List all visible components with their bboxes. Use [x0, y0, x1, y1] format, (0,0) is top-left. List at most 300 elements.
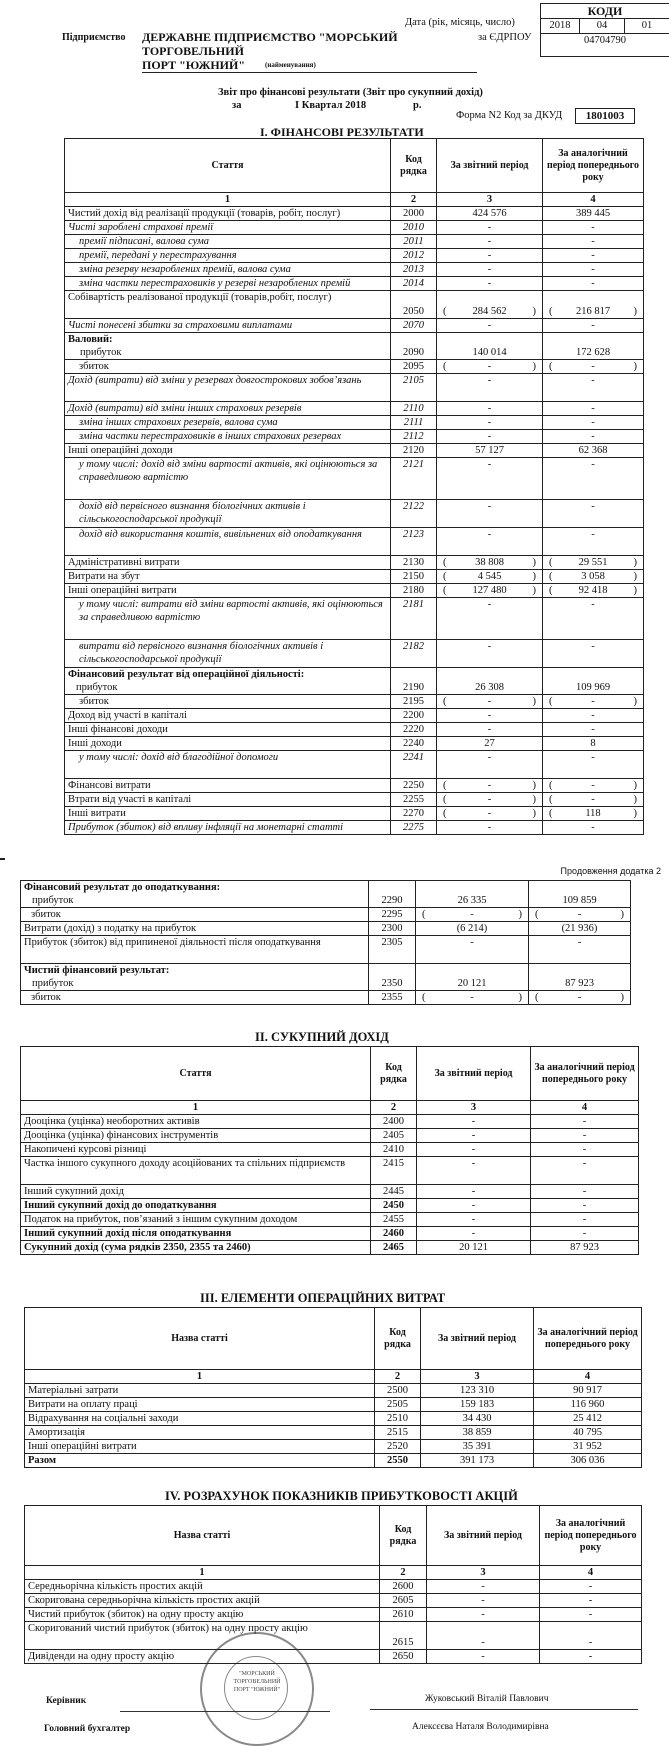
table-row — [65, 277, 644, 291]
row-code: 2122 — [391, 500, 437, 528]
table-row — [65, 235, 644, 249]
row-code: 2013 — [391, 263, 437, 277]
row-value: ( - ) — [437, 807, 543, 821]
enterprise-label: Підприємство — [62, 32, 126, 43]
row-value: ( 38 808 ) — [437, 556, 543, 570]
row-value: - — [529, 936, 631, 964]
row-label: Дохід (витрати) від зміни у резервах довгострокових зобов’язань — [65, 374, 391, 402]
row-value: - — [543, 430, 644, 444]
row-code: 2190 — [391, 668, 437, 695]
row-label: Амортизація — [25, 1426, 375, 1440]
table-row — [21, 922, 631, 936]
row-value: ( - ) — [543, 360, 644, 374]
row-value: 140 014 — [437, 333, 543, 360]
row-value: - — [437, 430, 543, 444]
table-row — [65, 584, 644, 598]
page-mark — [0, 858, 5, 860]
row-label: Втрати від участі в капіталі — [65, 793, 391, 807]
row-value: - — [543, 821, 644, 835]
dkud-code: 1801003 — [575, 108, 635, 124]
row-label: Фінансовий результат від операційної діяльності: прибуток — [65, 668, 391, 695]
row-label: 4 — [543, 193, 644, 207]
row-code: 2241 — [391, 751, 437, 779]
table-row — [65, 444, 644, 458]
row-label: 3 — [421, 1370, 534, 1384]
row-value: - — [531, 1199, 639, 1213]
row-code: 2550 — [375, 1454, 421, 1468]
row-label: у тому числі: дохід від благодійної допомоги — [65, 751, 391, 779]
table-row — [65, 737, 644, 751]
row-label: премії, передані у перестрахування — [65, 249, 391, 263]
table-row — [21, 1199, 639, 1213]
table-row — [65, 779, 644, 793]
row-value: ( - ) — [416, 991, 529, 1005]
date-year: 2018 — [541, 19, 580, 33]
row-label: Стаття — [21, 1047, 371, 1101]
row-value: 20 121 — [416, 964, 529, 991]
period-suffix: р. — [413, 100, 422, 111]
row-label: Накопичені курсові різниці — [21, 1143, 371, 1157]
row-label: Разом — [25, 1454, 375, 1468]
row-value: 87 923 — [531, 1241, 639, 1255]
row-label: премії підписані, валова сума — [65, 235, 391, 249]
table-row — [21, 908, 631, 922]
row-label: Доход від участі в капіталі — [65, 709, 391, 723]
row-label: Витрати (дохід) з податку на прибуток — [21, 922, 369, 936]
section3-title: III. ЕЛЕМЕНТИ ОПЕРАЦІЙНИХ ВИТРАТ — [200, 1291, 446, 1305]
section1-title: I. ФІНАНСОВІ РЕЗУЛЬТАТИ — [260, 125, 424, 139]
row-code: 2615 — [380, 1622, 427, 1650]
row-code: 2290 — [369, 881, 416, 908]
row-code: 2121 — [391, 458, 437, 500]
row-value: - — [437, 751, 543, 779]
row-label: 3 — [437, 193, 543, 207]
row-value: 25 412 — [534, 1412, 642, 1426]
row-label: 1 — [21, 1101, 371, 1115]
row-code: 2605 — [380, 1594, 427, 1608]
row-label: Інші доходи — [65, 737, 391, 751]
row-value: 306 036 — [534, 1454, 642, 1468]
row-code: 2410 — [371, 1143, 417, 1157]
table-row — [21, 1185, 639, 1199]
row-value: ( 3 058 ) — [543, 570, 644, 584]
row-label: Інші витрати — [65, 807, 391, 821]
table-row — [21, 991, 631, 1005]
row-value: - — [540, 1608, 642, 1622]
row-label: Сукупний дохід (сума рядків 2350, 2355 та 2460) — [21, 1241, 371, 1255]
row-label: 2 — [375, 1370, 421, 1384]
period: I Квартал 2018 — [295, 100, 367, 111]
row-value: 62 368 — [543, 444, 644, 458]
row-label: Інші операційні витрати — [65, 584, 391, 598]
row-code: 2445 — [371, 1185, 417, 1199]
row-value: - — [437, 723, 543, 737]
row-code: 2515 — [375, 1426, 421, 1440]
row-label: у тому числі: витрати від зміни вартості активів, які оцінюються за справедливою вартістю — [65, 598, 391, 640]
head-label: Керівник — [46, 1696, 87, 1706]
row-code: 2650 — [380, 1650, 427, 1664]
date-label: Дата (рік, місяць, число) — [405, 17, 515, 28]
table-row — [65, 319, 644, 333]
row-label: 4 — [540, 1566, 642, 1580]
row-label: Дохід (витрати) від зміни інших страхових резервів — [65, 402, 391, 416]
row-value: ( 118 ) — [543, 807, 644, 821]
row-value: 35 391 — [421, 1440, 534, 1454]
table-row — [65, 402, 644, 416]
row-code: 2012 — [391, 249, 437, 263]
table-row — [25, 1594, 642, 1608]
row-value: 8 — [543, 737, 644, 751]
row-code: 2220 — [391, 723, 437, 737]
date-day: 01 — [641, 20, 653, 31]
row-label: Середньорічна кількість простих акцій — [25, 1580, 380, 1594]
row-value: 40 795 — [534, 1426, 642, 1440]
row-code: 2500 — [375, 1384, 421, 1398]
row-code: 2180 — [391, 584, 437, 598]
row-value: - — [437, 640, 543, 668]
row-label: Дооцінка (уцінка) необоротних активів — [21, 1115, 371, 1129]
row-label: Матеріальні затрати — [25, 1384, 375, 1398]
codes-title: КОДИ — [541, 4, 669, 19]
row-value: - — [540, 1650, 642, 1664]
table-row — [65, 221, 644, 235]
table-row — [21, 881, 631, 908]
row-value: 26 308 — [437, 668, 543, 695]
row-label: Інші операційні доходи — [65, 444, 391, 458]
row-value: - — [427, 1608, 540, 1622]
table-row — [25, 1398, 642, 1412]
row-value: - — [531, 1143, 639, 1157]
row-value: - — [531, 1157, 639, 1185]
row-value: 391 173 — [421, 1454, 534, 1468]
table-row — [65, 751, 644, 779]
col-code: Код рядка — [391, 139, 437, 193]
row-value: - — [437, 458, 543, 500]
table-row — [65, 807, 644, 821]
row-code: 2200 — [391, 709, 437, 723]
row-value: - — [437, 263, 543, 277]
head-signature-line — [120, 1711, 330, 1712]
row-code: 2505 — [375, 1398, 421, 1412]
row-value: - — [543, 374, 644, 402]
col-article: Стаття — [65, 139, 391, 193]
row-value: - — [543, 319, 644, 333]
row-value: ( 4 545 ) — [437, 570, 543, 584]
row-value: - — [427, 1650, 540, 1664]
row-label: За звітний період — [421, 1308, 534, 1370]
row-label: Назва статті — [25, 1308, 375, 1370]
table-row — [65, 695, 644, 709]
row-label: 2 — [391, 193, 437, 207]
table-row — [65, 723, 644, 737]
row-code: 2050 — [391, 291, 437, 319]
table-row — [25, 1580, 642, 1594]
col-current: За звітний період — [437, 139, 543, 193]
row-label: 1 — [25, 1370, 375, 1384]
row-value: - — [543, 263, 644, 277]
row-value: - — [437, 221, 543, 235]
operating-expenses-table — [24, 1307, 642, 1468]
table-row — [65, 821, 644, 835]
row-code: 2130 — [391, 556, 437, 570]
row-code: 2112 — [391, 430, 437, 444]
table-row — [21, 1115, 639, 1129]
row-code: 2405 — [371, 1129, 417, 1143]
row-label: у тому числі: дохід від зміни вартості активів, які оцінюються за справедливою вартістю — [65, 458, 391, 500]
table-row — [21, 1227, 639, 1241]
table-row — [65, 598, 644, 640]
table-row — [65, 556, 644, 570]
row-label: Прибуток (збиток) від припиненої діяльності після оподаткування — [21, 936, 369, 964]
table-row — [65, 360, 644, 374]
row-value: - — [417, 1157, 531, 1185]
row-value: ( - ) — [543, 793, 644, 807]
row-value: - — [543, 277, 644, 291]
table-row — [65, 207, 644, 221]
row-label: За аналогічний період попереднього року — [531, 1047, 639, 1101]
row-label: 2 — [371, 1101, 417, 1115]
row-label: Витрати на оплату праці — [25, 1398, 375, 1412]
row-value: (6 214) — [416, 922, 529, 936]
table-row — [25, 1384, 642, 1398]
row-value: - — [437, 709, 543, 723]
row-value: - — [437, 528, 543, 556]
table-row — [65, 570, 644, 584]
row-value: 109 859 — [529, 881, 631, 908]
row-value: 90 917 — [534, 1384, 642, 1398]
row-code: 2095 — [391, 360, 437, 374]
row-value: - — [540, 1580, 642, 1594]
row-code: 2090 — [391, 333, 437, 360]
table-row — [65, 709, 644, 723]
row-label: Дивіденди на одну просту акцію — [25, 1650, 380, 1664]
share-profitability-table — [24, 1505, 642, 1664]
row-code: 2415 — [371, 1157, 417, 1185]
row-code: 2195 — [391, 695, 437, 709]
row-value: - — [531, 1185, 639, 1199]
row-value: 34 430 — [421, 1412, 534, 1426]
row-value: - — [543, 723, 644, 737]
row-label: Чисті зароблені страхові премії — [65, 221, 391, 235]
row-code: 2120 — [391, 444, 437, 458]
row-value: - — [543, 458, 644, 500]
table-row — [65, 263, 644, 277]
row-label: Фінансовий результат до оподаткування: прибуток — [21, 881, 369, 908]
row-code: 2520 — [375, 1440, 421, 1454]
table-row — [21, 1129, 639, 1143]
row-value: - — [437, 249, 543, 263]
table-row — [65, 793, 644, 807]
continuation-table — [20, 880, 631, 1005]
row-label: Витрати на збут — [65, 570, 391, 584]
row-value: 38 859 — [421, 1426, 534, 1440]
row-value: - — [543, 709, 644, 723]
row-value: - — [437, 235, 543, 249]
row-code: 2105 — [391, 374, 437, 402]
row-value: (21 936) — [529, 922, 631, 936]
row-code: 2182 — [391, 640, 437, 668]
row-value: 87 923 — [529, 964, 631, 991]
row-value: - — [417, 1213, 531, 1227]
row-label: Відрахування на соціальні заходи — [25, 1412, 375, 1426]
table-row — [25, 1608, 642, 1622]
row-value: - — [437, 598, 543, 640]
row-value: - — [540, 1622, 642, 1650]
row-value: ( - ) — [416, 908, 529, 922]
row-label: 3 — [427, 1566, 540, 1580]
row-label: Інші фінансові доходи — [65, 723, 391, 737]
table-row — [25, 1454, 642, 1468]
row-label: 1 — [25, 1566, 380, 1580]
row-label: Податок на прибуток, пов’язаний з іншим сукупним доходом — [21, 1213, 371, 1227]
accountant-name: Алексєєва Наталя Володимирівна — [412, 1722, 549, 1732]
row-label: Собівартість реалізованої продукції (товарів,робіт, послуг) — [65, 291, 391, 319]
row-code: 2000 — [391, 207, 437, 221]
row-value: - — [543, 249, 644, 263]
row-value: ( 92 418 ) — [543, 584, 644, 598]
date-month: 04 — [580, 19, 625, 33]
row-code: 2181 — [391, 598, 437, 640]
row-value: ( - ) — [437, 360, 543, 374]
accountant-label: Головний бухгалтер — [44, 1724, 131, 1734]
table-row — [25, 1412, 642, 1426]
row-code: 2255 — [391, 793, 437, 807]
row-value: 172 628 — [543, 333, 644, 360]
row-code: 2070 — [391, 319, 437, 333]
row-label: 4 — [534, 1370, 642, 1384]
row-code: 2240 — [391, 737, 437, 751]
row-value: ( 216 817 ) — [543, 291, 644, 319]
form-label: Форма N2 Код за ДКУД — [456, 110, 563, 121]
row-label: За аналогічний період попереднього року — [534, 1308, 642, 1370]
table-row — [21, 1157, 639, 1185]
row-label: збиток — [21, 908, 369, 922]
row-code: 2300 — [369, 922, 416, 936]
row-label: збиток — [21, 991, 369, 1005]
edrpou-label: за ЄДРПОУ — [478, 32, 532, 43]
row-label: збиток — [65, 360, 391, 374]
row-label: Прибуток (збиток) від впливу інфляції на монетарні статті — [65, 821, 391, 835]
row-value: ( - ) — [543, 779, 644, 793]
table-row — [65, 430, 644, 444]
section2-title: II. СУКУПНИЙ ДОХІД — [255, 1030, 389, 1044]
row-label: Скоригована середньорічна кількість простих акцій — [25, 1594, 380, 1608]
row-value: - — [543, 528, 644, 556]
row-label: 1 — [65, 193, 391, 207]
row-label: Код рядка — [371, 1047, 417, 1101]
row-value: 159 183 — [421, 1398, 534, 1412]
report-title: Звіт про фінансові результати (Звіт про сукупний дохід) — [218, 87, 483, 98]
enterprise-name: ДЕРЖАВНЕ ПІДПРИЄМСТВО "МОРСЬКИЙ ТОРГОВЕЛЬНИЙ ПОРТ "ЮЖНИЙ" — [142, 30, 477, 73]
row-code: 2465 — [371, 1241, 417, 1255]
row-value: ( - ) — [529, 991, 631, 1005]
row-code: 2111 — [391, 416, 437, 430]
table-row — [21, 936, 631, 964]
row-code: 2600 — [380, 1580, 427, 1594]
row-label: Чистий фінансовий результат: прибуток — [21, 964, 369, 991]
table-row — [25, 1622, 642, 1650]
row-value: - — [543, 500, 644, 528]
stamp-text: "МОРСЬКИЙ ТОРГОВЕЛЬНИЙ ПОРТ "ЮЖНИЙ" — [233, 1671, 281, 1693]
row-value: - — [543, 751, 644, 779]
row-label: Чистий дохід від реалізації продукції (товарів, робіт, послуг) — [65, 207, 391, 221]
row-label: Чистий прибуток (збиток) на одну просту акцію — [25, 1608, 380, 1622]
row-label: Валовий: прибуток — [65, 333, 391, 360]
row-value: 57 127 — [437, 444, 543, 458]
row-code: 2110 — [391, 402, 437, 416]
row-label: Назва статті — [25, 1506, 380, 1566]
row-label: Код рядка — [380, 1506, 427, 1566]
table-row — [21, 964, 631, 991]
row-label: дохід від первісного визнання біологічних активів і сільськогосподарської продукції — [65, 500, 391, 528]
row-code: 2355 — [369, 991, 416, 1005]
row-value: 123 310 — [421, 1384, 534, 1398]
row-value: - — [540, 1594, 642, 1608]
row-code: 2014 — [391, 277, 437, 291]
row-label: витрати від первісного визнання біологічних активів і сільськогосподарської продукції — [65, 640, 391, 668]
row-label: Дооцінка (уцінка) фінансових інструментів — [21, 1129, 371, 1143]
row-code: 2275 — [391, 821, 437, 835]
table-row — [65, 500, 644, 528]
row-value: - — [437, 277, 543, 291]
row-code: 2400 — [371, 1115, 417, 1129]
row-value: - — [427, 1580, 540, 1594]
row-value: - — [417, 1115, 531, 1129]
row-label: зміна частки перестраховиків у резерві незароблених премій — [65, 277, 391, 291]
row-value: - — [437, 416, 543, 430]
period-prefix: за — [232, 100, 242, 111]
row-value: - — [543, 640, 644, 668]
row-code: 2295 — [369, 908, 416, 922]
row-label: Інші операційні витрати — [25, 1440, 375, 1454]
row-code: 2510 — [375, 1412, 421, 1426]
edrpou-code: 04704790 — [584, 35, 626, 46]
row-value: - — [437, 821, 543, 835]
row-value: ( 127 480 ) — [437, 584, 543, 598]
table-row — [21, 1241, 639, 1255]
codes-box — [540, 3, 669, 57]
table-row — [21, 1213, 639, 1227]
row-value: 109 969 — [543, 668, 644, 695]
row-value: - — [543, 221, 644, 235]
table-row — [25, 1650, 642, 1664]
row-value: - — [417, 1185, 531, 1199]
comprehensive-income-table — [20, 1046, 639, 1255]
row-code: 2350 — [369, 964, 416, 991]
row-value: - — [417, 1143, 531, 1157]
row-value: 26 335 — [416, 881, 529, 908]
continuation-note: Продовження додатка 2 — [560, 866, 661, 876]
row-value: ( - ) — [529, 908, 631, 922]
row-value: 389 445 — [543, 207, 644, 221]
row-value: ( - ) — [437, 779, 543, 793]
row-value: ( - ) — [543, 695, 644, 709]
table-row — [25, 1440, 642, 1454]
row-code: 2010 — [391, 221, 437, 235]
row-value: - — [531, 1213, 639, 1227]
row-value: - — [543, 235, 644, 249]
official-stamp — [200, 1632, 314, 1746]
row-label: Інший сукупний дохід — [21, 1185, 371, 1199]
row-value: ( 29 551 ) — [543, 556, 644, 570]
row-value: 116 960 — [534, 1398, 642, 1412]
table-row — [65, 333, 644, 360]
row-code: 2123 — [391, 528, 437, 556]
row-code: 2250 — [391, 779, 437, 793]
row-value: - — [437, 319, 543, 333]
table-row — [65, 416, 644, 430]
row-code: 2450 — [371, 1199, 417, 1213]
